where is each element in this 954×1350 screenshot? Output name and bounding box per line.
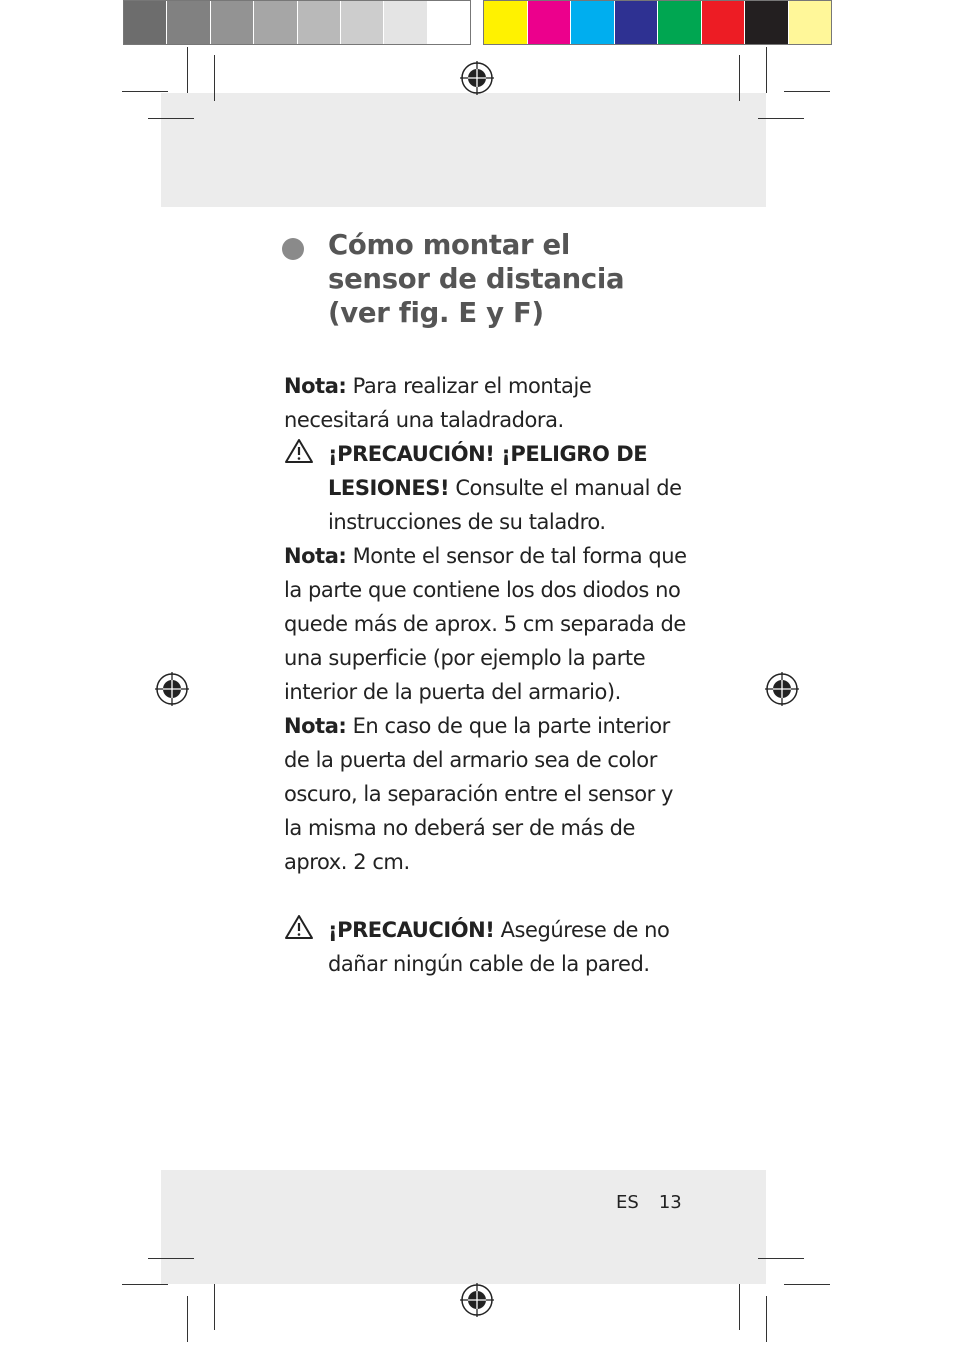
footer-band	[161, 1170, 766, 1284]
color-swatch	[384, 1, 427, 44]
crop-mark	[187, 1296, 188, 1342]
note-label: Nota:	[284, 544, 347, 568]
warning-triangle-icon	[284, 914, 316, 940]
registration-mark-icon	[155, 672, 189, 706]
note-paragraph	[284, 709, 694, 879]
section-heading	[282, 228, 702, 330]
color-swatch	[341, 1, 384, 44]
color-swatch	[428, 1, 470, 44]
color-swatch	[789, 1, 832, 44]
grayscale-color-bar	[123, 0, 471, 45]
crop-mark	[148, 1258, 194, 1259]
crop-mark	[739, 1284, 740, 1330]
note-text: En caso de que la parte interior de la puerta del armario sea de color oscuro, la separación entre el sensor y la misma no deberá ser de más de aprox. 2 cm.	[284, 714, 673, 874]
warning-paragraph	[284, 913, 694, 981]
language-code: ES	[616, 1192, 639, 1213]
note-paragraph	[284, 369, 694, 437]
crop-mark	[766, 1296, 767, 1342]
color-swatch	[211, 1, 254, 44]
crop-mark	[758, 1258, 804, 1259]
crop-mark	[122, 91, 168, 92]
crop-mark	[214, 55, 215, 101]
body-text	[284, 369, 694, 981]
color-swatch	[124, 1, 167, 44]
page-number: 13	[658, 1192, 682, 1213]
note-paragraph	[284, 539, 694, 709]
header-band	[161, 93, 766, 207]
color-swatch	[528, 1, 572, 44]
color-swatch	[167, 1, 210, 44]
crop-mark	[122, 1284, 168, 1285]
crop-mark	[784, 91, 830, 92]
warning-text: Asegúrese de no dañar ningún cable de la pared.	[328, 918, 670, 976]
crop-mark	[739, 55, 740, 101]
color-swatch	[571, 1, 615, 44]
color-swatch	[254, 1, 297, 44]
note-text: Monte el sensor de tal forma que la parte que contiene los dos diodos no quede más de aprox. 5 cm separada de una superficie (por ejemplo la parte interior de la puerta del armario).	[284, 544, 687, 704]
registration-mark-icon	[765, 672, 799, 706]
bullet-icon	[282, 238, 304, 260]
color-swatch	[745, 1, 789, 44]
page-footer	[616, 1192, 682, 1213]
color-swatch	[658, 1, 702, 44]
warning-text: Consulte el manual de instrucciones de su taladro.	[328, 476, 682, 534]
color-swatch	[615, 1, 659, 44]
color-swatch	[484, 1, 528, 44]
warning-label: ¡PRECAUCIÓN! ¡PELIGRO DE LESIONES!	[328, 442, 648, 500]
crop-mark	[214, 1284, 215, 1330]
crop-mark	[784, 1284, 830, 1285]
crop-mark	[758, 118, 804, 119]
color-swatch	[702, 1, 746, 44]
process-color-bar	[483, 0, 832, 45]
note-text: Para realizar el montaje necesitará una taladradora.	[284, 374, 592, 432]
warning-paragraph	[284, 437, 694, 539]
color-swatch	[298, 1, 341, 44]
warning-label: ¡PRECAUCIÓN!	[328, 918, 495, 942]
crop-mark	[148, 118, 194, 119]
spacer	[284, 879, 694, 913]
registration-mark-icon	[460, 61, 494, 95]
crop-mark	[766, 47, 767, 93]
warning-triangle-icon	[284, 438, 316, 464]
note-label: Nota:	[284, 714, 347, 738]
note-label: Nota:	[284, 374, 347, 398]
section-title: Cómo montar el sensor de distancia (ver fig. E y F)	[328, 229, 625, 329]
crop-mark	[187, 47, 188, 93]
registration-mark-icon	[460, 1283, 494, 1317]
